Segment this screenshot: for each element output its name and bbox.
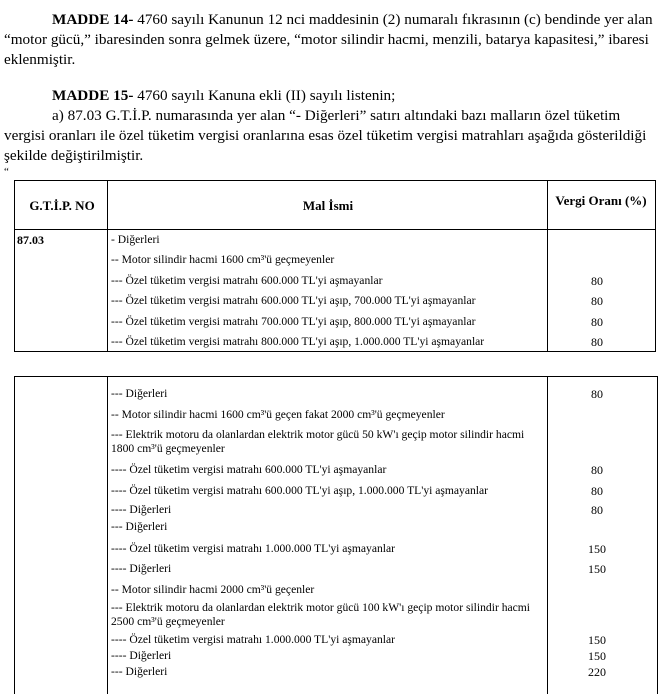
row-tax-rate: 150 bbox=[588, 562, 606, 576]
madde-14-heading: MADDE 14- bbox=[52, 11, 134, 28]
row-description: ---- Özel tüketim vergisi matrahı 600.000 TL'yi aşmayanlar bbox=[111, 463, 387, 476]
row-description: - Diğerleri bbox=[111, 233, 160, 246]
row-description: --- Özel tüketim vergisi matrahı 700.000 TL'yi aşıp, 800.000 TL'yi aşmayanlar bbox=[111, 315, 476, 328]
madde-15-text: 4760 sayılı Kanuna ekli (II) sayılı listenin; bbox=[133, 87, 396, 104]
open-quote: “ bbox=[4, 166, 9, 178]
row-description: --- Özel tüketim vergisi matrahı 600.000 TL'yi aşmayanlar bbox=[111, 274, 383, 287]
row-description: --- Özel tüketim vergisi matrahı 800.000 TL'yi aşıp, 1.000.000 TL'yi aşmayanlar bbox=[111, 335, 485, 348]
row-description: --- Elektrik motoru da olanlardan elektrik motor gücü 50 kW'ı geçip motor silindir hacmi 1800 cm³'ü geçmeyenler bbox=[111, 428, 525, 455]
row-tax-rate: 80 bbox=[591, 503, 603, 517]
row-description: ---- Diğerleri bbox=[111, 649, 172, 662]
row-description: ---- Diğerleri bbox=[111, 503, 172, 516]
row-tax-rate: 80 bbox=[591, 274, 603, 288]
header-gtip: G.T.İ.P. NO bbox=[29, 198, 95, 213]
row-tax-rate: 80 bbox=[591, 387, 603, 401]
madde-15-heading: MADDE 15- bbox=[52, 87, 134, 104]
table-1 bbox=[14, 180, 656, 352]
row-tax-rate: 80 bbox=[591, 335, 603, 349]
row-tax-rate: 80 bbox=[591, 294, 603, 308]
row-description: --- Diğerleri bbox=[111, 387, 168, 400]
row-description: --- Özel tüketim vergisi matrahı 600.000 TL'yi aşıp, 700.000 TL'yi aşmayanlar bbox=[111, 294, 476, 307]
row-description: -- Motor silindir hacmi 1600 cm³'ü geçen fakat 2000 cm³'ü geçmeyenler bbox=[111, 408, 445, 421]
row-tax-rate: 150 bbox=[588, 542, 606, 556]
table-2 bbox=[14, 376, 658, 694]
row-tax-rate: 220 bbox=[588, 665, 606, 679]
gtip-code: 87.03 bbox=[17, 233, 44, 247]
row-tax-rate: 80 bbox=[591, 315, 603, 329]
row-tax-rate: 80 bbox=[591, 484, 603, 498]
row-tax-rate: 150 bbox=[588, 649, 606, 663]
madde-14-paragraph bbox=[4, 10, 654, 70]
row-description: --- Diğerleri bbox=[111, 665, 168, 678]
madde-14-text: 4760 sayılı Kanunun 12 nci maddesinin (2) numaralı fıkrasının (c) bendinde yer alan “motor gücü,” ibaresinden sonra gelmek üzere, “motor silindir hacmi, menzili, batarya kapasitesi,” ibaresi eklenmiştir. bbox=[4, 11, 653, 68]
madde-15-paragraph bbox=[4, 86, 654, 106]
row-description: ---- Özel tüketim vergisi matrahı 600.000 TL'yi aşıp, 1.000.000 TL'yi aşmayanlar bbox=[111, 484, 489, 497]
row-description: -- Motor silindir hacmi 1600 cm³'ü geçmeyenler bbox=[111, 253, 335, 266]
madde-15-subparagraph: a) 87.03 G.T.İ.P. numarasında yer alan “- Diğerleri” satırı altındaki bazı malların özel tüketim vergisi oranları ile özel tüketim vergisi oranlarına esas özel tüketim vergisi matrahları aşağıda gösterildiği şekilde değiştirilmiştir. bbox=[4, 107, 647, 164]
row-description: -- Motor silindir hacmi 2000 cm³'ü geçenler bbox=[111, 583, 315, 596]
row-description: --- Elektrik motoru da olanlardan elektrik motor gücü 100 kW'ı geçip motor silindir hacmi 2500 cm³'ü geçmeyenler bbox=[111, 601, 531, 628]
row-description: --- Diğerleri bbox=[111, 520, 168, 533]
row-tax-rate: 80 bbox=[591, 463, 603, 477]
row-tax-rate: 150 bbox=[588, 633, 606, 647]
row-description: ---- Özel tüketim vergisi matrahı 1.000.000 TL'yi aşmayanlar bbox=[111, 633, 396, 646]
row-description: ---- Özel tüketim vergisi matrahı 1.000.000 TL'yi aşmayanlar bbox=[111, 542, 396, 555]
row-description: ---- Diğerleri bbox=[111, 562, 172, 575]
header-vergi-orani: Vergi Oranı (%) bbox=[555, 193, 647, 208]
header-mal-ismi: Mal İsmi bbox=[302, 198, 354, 213]
